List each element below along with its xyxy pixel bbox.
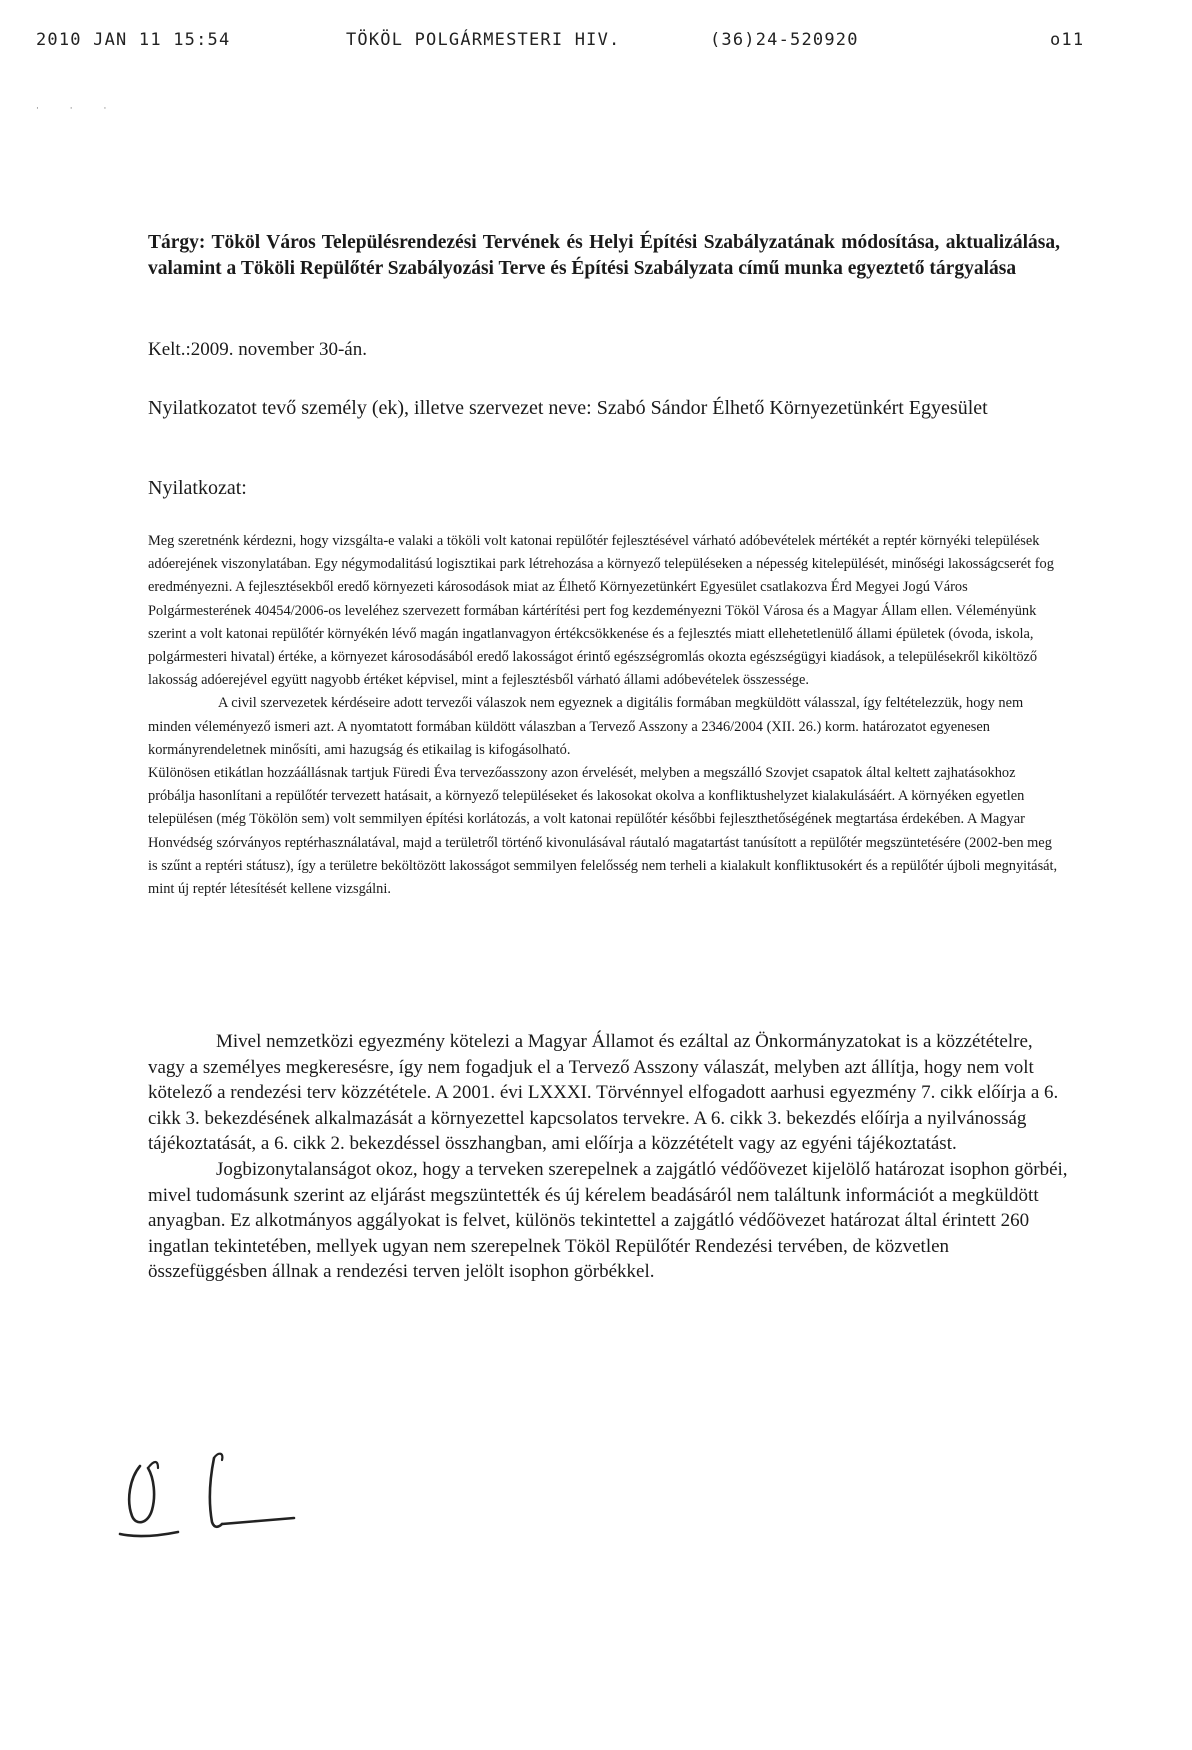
declarant-line: Nyilatkozatot tevő személy (ek), illetve szervezet neve: Szabó Sándor Élhető Környezetünkért Egyesület [148,397,988,419]
paragraph: A civil szervezetek kérdéseire adott tervezői válaszok nem egyeznek a digitális formában megküldött válasszal, így feltételezzük, hogy nem minden véleményező ismeri azt. A nyomtatott formában küldött válaszban a Tervező Asszony a 2346/2004 (XII. 26.) korm. határozatot egyenesen kormányrendeletnek minősíti, ami hazugság és etikailag is kifogásolható. [148,695,1024,758]
subject-heading: Tárgy: Tököl Város Településrendezési Tervének és Helyi Építési Szabályzatának módosítása, aktualizálása, valamint a Tököli Repülőtér Szabályozási Terve és Építési Szabályzata című munka egyeztető tárgyalása [148,232,1060,279]
paragraph: Jogbizonytalanságot okoz, hogy a terveken szerepelnek a zajgátló védőövezet kijelölő határozat isophon görbéi, mivel tudomásunk szerint az eljárást megszüntették és új kérelem beadásáról nem találtunk információt a megküldött anyagban. Ez alkotmányos aggályokat is felvet, különös tekintettel a zajgátló védőövezet határozat által érintett 260 ingatlan tekintetében, mellyek ugyan nem szerepelnek Tököl Repülőtér Rendezési tervében, de közvetlen összefüggésben állnak a rendezési terven jelölt isophon görbékkel. [148,1158,1068,1283]
declaration-label: Nyilatkozat: [148,477,247,499]
handwritten-signature [118,1438,318,1553]
fax-datetime: 2010 JAN 11 15:54 [36,30,231,50]
declaration-body-large [148,1029,1068,1285]
date-line: Kelt.:2009. november 30-án. [148,339,367,360]
paragraph: Mivel nemzetközi egyezmény kötelezi a Magyar Államot és ezáltal az Önkormányzatokat is a közzétételre, vagy a személyes megkeresésre, így nem fogadjuk el a Tervező Asszony válaszát, melyben azt állítja, hogy nem volt kötelező a rendezési terv közzététele. A 2001. évi LXXXI. Törvénnyel elfogadott aarhusi egyezmény 7. cikk előírja a 6. cikk 3. bekezdésének alkalmazását a környezettel kapcsolatos tervekre. A 6. cikk 3. bekezdés előírja a nyilvánosság tájékoztatását, a 6. cikk 2. bekezdéssel összhangban, ami előírja a közzétételt vagy az egyéni tájékoztatást. [148,1031,1059,1155]
fax-page-number: o11 [1050,30,1085,50]
fax-sender: TÖKÖL POLGÁRMESTERI HIV. [346,30,621,50]
paragraph: Meg szeretnénk kérdezni, hogy vizsgálta-e valaki a tököli volt katonai repülőtér fejlesztésével várható adóbevételek mértékét a reptér környéki települések adóerejének viszonylatában. Egy négymodalitású logisztikai park létrehozása a környező településeken a népesség kitelepülését, minőségi lakosságcserét fog eredményezni. A fejlesztésekből eredő környezeti károsodások miat az Élhető Környezetünkért Egyesület csatlakozva Érd Megyei Jogú Város Polgármesterének 40454/2006-os leveléhez szervezett formában kártérítési pert fog kezdeményezni Tököl Városa és a Magyar Állam ellen. Véleményünk szerint a volt katonai repülőtér környékén lévő magán ingatlanvagyon értékcsökkenése és a fejlesztés miatt ellehetetlenülő állami épületek (óvoda, iskola, polgármesteri hivatal) értéke, a környezet károsodásából eredő lakosságot érintő egészségromlás okozta egészségügyi kiadások, a településekről kiköltöző lakosság adóerejével együtt nagyobb értéket képvisel, mint a fejlesztésből várható állami adóbevételek összessége. [148,533,1054,689]
declaration-body-small [148,530,1063,901]
fax-phone: (36)24-520920 [710,30,859,50]
fax-header [36,30,1126,130]
scan-specks: · · · [36,104,121,114]
paragraph: Különösen etikátlan hozzáállásnak tartjuk Füredi Éva tervezőasszony azon érvelését, melyben a megszálló Szovjet csapatok által keltett zajhatásokhoz próbálja hasonlítani a repülőtér tervezett hatásait, a környező településeket és lakosokat okolva a konfliktushelyzet kialakulásáért. A környéken egyetlen településen (még Tökölön sem) volt semmilyen építési korlátozás, a volt katonai repülőtér későbbi fejleszthetőségének megtartása érdekében. A Magyar Honvédség szórványos reptérhasználatával, majd a területről történő kivonulásával ráutaló magatartást tanúsított a repülőtér megszüntetésére (2002-ben meg is szűnt a reptéri státusz), így a területre beköltözött lakosságot semmilyen felelősség nem terheli a kialakult konfliktusokért és a repülőtér újboli megnyitását, mint új reptér létesítését kellene vizsgálni. [148,765,1058,898]
